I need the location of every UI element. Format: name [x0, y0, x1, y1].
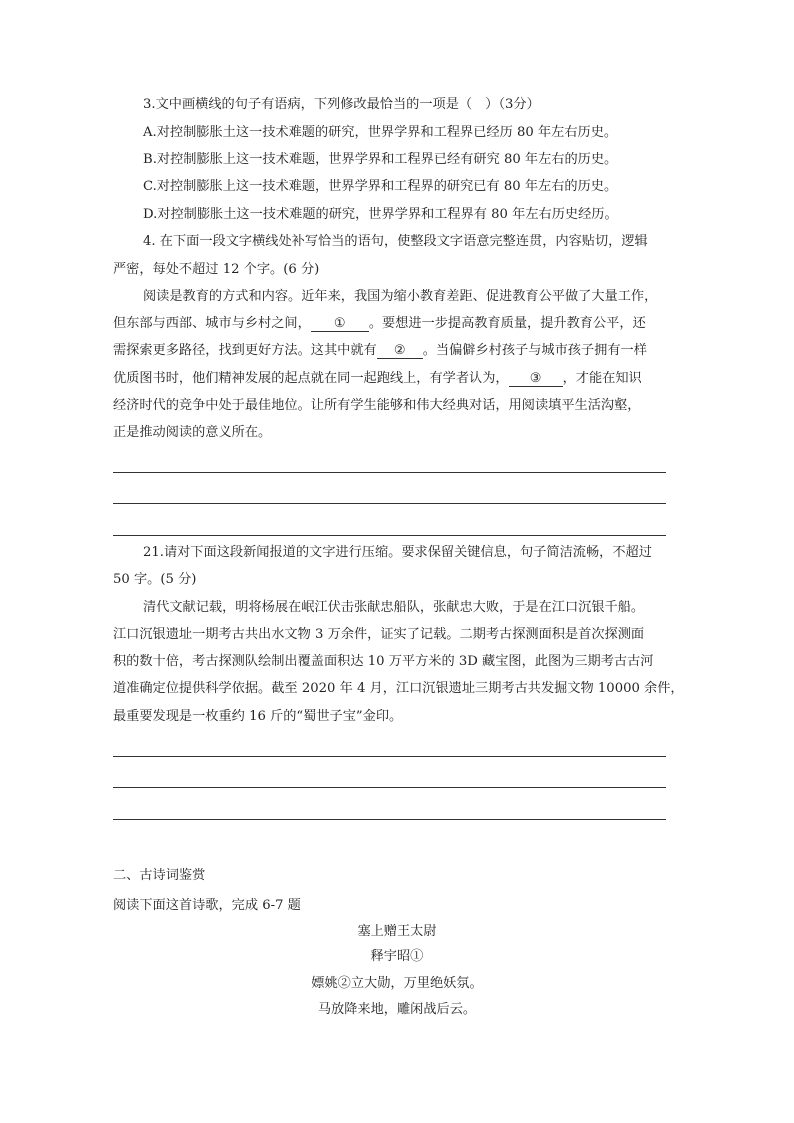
q4-stem-line2: 严密，每处不超过 12 个字。(6 分) — [113, 262, 320, 277]
q3-option-a: A.对控制膨胀土这一技术难题的研究，世界学界和工程界已经历 80 年左右历史。 — [143, 125, 618, 140]
q4-passage-text: 。当偏僻乡村孩子与城市孩子拥有一样 — [422, 343, 647, 358]
answer-line[interactable] — [113, 535, 666, 536]
q4-passage-text: 但东部与西部、城市与乡村之间， — [113, 316, 311, 331]
q21-passage-line3: 积的数十倍，考古探测队绘制出覆盖面积达 10 万平方米的 3D 藏宝图，此图为三期考古古河 — [113, 654, 654, 669]
blank-3[interactable]: ③ — [509, 371, 563, 387]
q21-passage-line2: 江口沉银遗址一期考古共出水文物 3 万余件，证实了记载。二期考古探测面积是首次探测面 — [113, 627, 645, 642]
answer-line[interactable] — [113, 503, 666, 504]
q4-passage-text: 需探索更多路径，找到更好方法。这其中就有 — [113, 343, 377, 358]
answer-line[interactable] — [113, 472, 666, 473]
section-intro: 阅读下面这首诗歌，完成 6-7 题 — [113, 898, 301, 913]
q4-passage-line1: 阅读是教育的方式和内容。近年来，我国为缩小教育差距、促进教育公平做了大量工作， — [143, 289, 658, 304]
q4-passage-line3 — [113, 342, 647, 360]
answer-line[interactable] — [113, 787, 666, 788]
poem-author: 释宇昭① — [370, 949, 424, 964]
q4-passage-text: ，才能在知识 — [562, 371, 642, 386]
q4-passage-text: 。要想进一步提高教育质量，提升教育公平，还 — [368, 316, 646, 331]
q3-option-c: C.对控制膨胀上这一技术难题，世界学界和工程界的研究已有 80 年左右的历史。 — [143, 179, 618, 194]
q4-stem-line1: 4. 在下面一段文字横线处补写恰当的语句，使整段文字语意完整连贯，内容贴切，逻辑 — [143, 234, 648, 249]
q4-passage-line6: 正是推动阅读的意义所在。 — [113, 425, 272, 440]
q4-passage-line5: 经济时代的竞争中处于最佳地位。让所有学生能够和伟大经典对话，用阅读填平生活沟壑， — [113, 398, 641, 413]
poem-title: 塞上赠王太尉 — [357, 924, 437, 939]
q21-stem-line2: 50 字。(5 分) — [113, 572, 197, 587]
q4-passage-line2 — [113, 315, 646, 333]
poem-line-1: 嫖姚②立大勋，万里绝妖氛。 — [311, 976, 483, 991]
q21-stem-line1: 21.请对下面这段新闻报道的文字进行压缩。要求保留关键信息，句子简洁流畅，不超过 — [143, 545, 652, 560]
q4-passage-text: 优质图书时，他们精神发展的起点就在同一起跑线上，有学者认为， — [113, 371, 509, 386]
q4-passage-line4 — [113, 370, 642, 388]
q3-option-d: D.对控制膨胀土这一技术难题的研究，世界学界和工程界有 80 年左右历史经历。 — [143, 207, 618, 222]
poem-line-2: 马放降来地，雕闲战后云。 — [317, 1002, 477, 1017]
blank-2[interactable]: ② — [377, 343, 423, 359]
blank-1[interactable]: ① — [311, 316, 369, 332]
q3-option-b: B.对控制膨胀上这一技术难题，世界学界和工程界已经有研究 80 年左右的历史。 — [143, 152, 618, 167]
section-heading: 二、古诗词鉴赏 — [113, 868, 206, 883]
q21-passage-line4: 道准确定位提供科学依据。截至 2020 年 4 月，江口沉银遗址三期考古共发掘文物 10000 余件， — [113, 681, 684, 696]
q21-passage-line5: 最重要发现是一枚重约 16 斤的“蜀世子宝”金印。 — [113, 709, 403, 724]
q21-passage-line1: 清代文献记载，明将杨展在岷江伏击张献忠船队，张献忠大败，于是在江口沉银千船。 — [143, 600, 645, 615]
answer-line[interactable] — [113, 756, 666, 757]
answer-line[interactable] — [113, 819, 666, 820]
q3-stem: 3.文中画横线的句子有语病，下列修改最恰当的一项是（ ）（3分） — [143, 97, 540, 112]
